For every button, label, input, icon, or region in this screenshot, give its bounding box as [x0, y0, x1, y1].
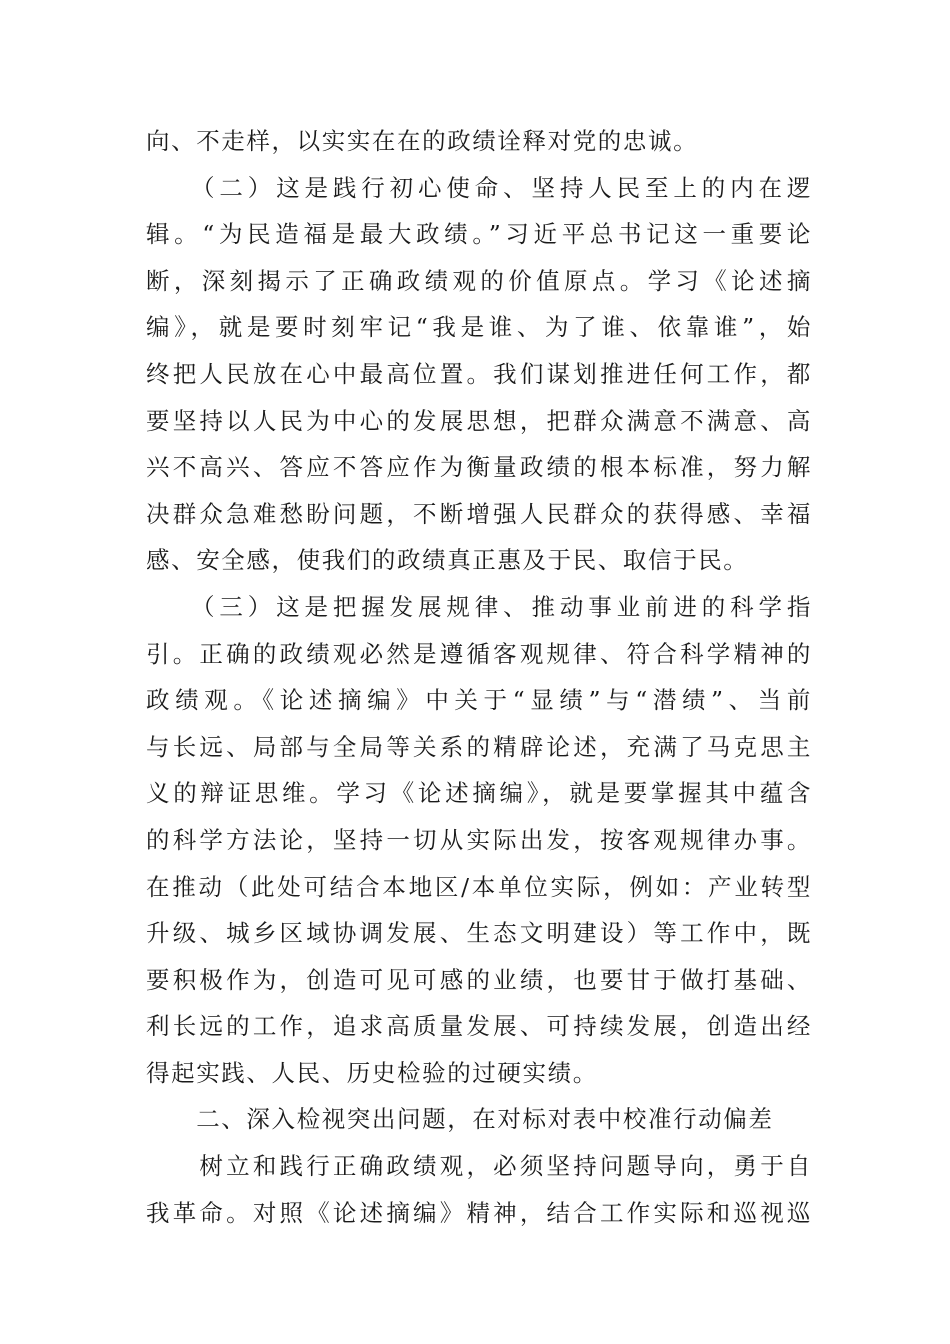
heading-line: 二、深入检视突出问题，在对标对表中校准行动偏差	[146, 1105, 774, 1134]
document-body	[146, 118, 812, 1236]
text-line: 树立和践行正确政绩观，必须坚持问题导向，勇于自	[146, 1152, 812, 1181]
text-line: 我革命。对照《论述摘编》精神，结合工作实际和巡视巡	[146, 1198, 812, 1227]
paragraph-section-2	[146, 165, 812, 584]
paragraph-section-3	[146, 584, 812, 1097]
section-heading	[146, 1096, 812, 1143]
text-line: 的科学方法论，坚持一切从实际出发，按客观规律办事。	[146, 825, 812, 854]
text-line: 政绩观。《论述摘编》中关于“显绩”与“潜绩”、当前	[146, 686, 812, 715]
text-line: 义的辩证思维。学习《论述摘编》，就是要掌握其中蕴含	[146, 779, 812, 808]
text-line: 在推动（此处可结合本地区/本单位实际，例如：产业转型	[146, 872, 812, 901]
text-line: 要坚持以人民为中心的发展思想，把群众满意不满意、高	[146, 406, 812, 435]
text-line: 利长远的工作，追求高质量发展、可持续发展，创造出经	[146, 1012, 812, 1041]
text-line: 兴不高兴、答应不答应作为衡量政绩的根本标准，努力解	[146, 453, 812, 482]
text-line: 终把人民放在心中最高位置。我们谋划推进任何工作，都	[146, 359, 812, 388]
text-line: 引。正确的政绩观必然是遵循客观规律、符合科学精神的	[146, 639, 812, 668]
text-line: （二）这是践行初心使命、坚持人民至上的内在逻	[146, 173, 812, 202]
text-line: 要积极作为，创造可见可感的业绩，也要甘于做打基础、	[146, 965, 812, 994]
text-line: 向、不走样，以实实在在的政绩诠释对党的忠诚。	[146, 127, 699, 155]
text-line: 辑。“为民造福是最大政绩。”习近平总书记这一重要论	[146, 220, 812, 249]
text-line: 升级、城乡区域协调发展、生态文明建设）等工作中，既	[146, 919, 812, 948]
text-line: 与长远、局部与全局等关系的精辟论述，充满了马克思主	[146, 732, 812, 761]
text-line: 感、安全感，使我们的政绩真正惠及于民、取信于民。	[146, 546, 749, 575]
text-line: （三）这是把握发展规律、推动事业前进的科学指	[146, 592, 812, 621]
paragraph-continuation	[146, 118, 812, 165]
paragraph-section-intro	[146, 1143, 812, 1236]
text-line: 断，深刻揭示了正确政绩观的价值原点。学习《论述摘	[146, 266, 812, 295]
text-line: 决群众急难愁盼问题，不断增强人民群众的获得感、幸福	[146, 499, 812, 528]
text-line: 编》，就是要时刻牢记“我是谁、为了谁、依靠谁”，始	[146, 313, 812, 342]
text-line: 得起实践、人民、历史检验的过硬实绩。	[146, 1058, 598, 1087]
